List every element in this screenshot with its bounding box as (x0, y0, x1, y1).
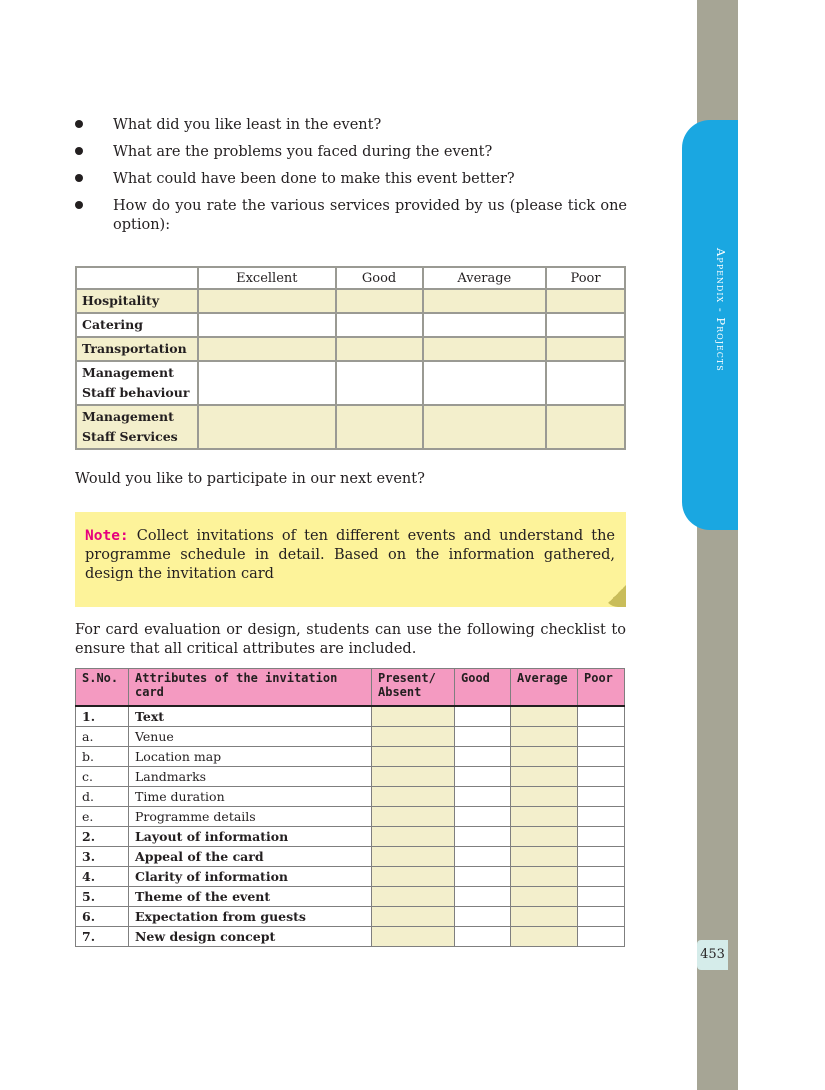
check-cell[interactable] (455, 787, 511, 807)
invitation-checklist-table (75, 668, 625, 947)
table-row (76, 361, 625, 405)
check-cell[interactable] (455, 907, 511, 927)
attribute-cell: Location map (129, 747, 372, 767)
check-cell[interactable] (455, 807, 511, 827)
check-cell[interactable] (455, 827, 511, 847)
list-item: What could have been done to make this event better? (75, 170, 627, 189)
check-cell[interactable] (455, 767, 511, 787)
rating-cell[interactable] (198, 361, 336, 405)
check-cell[interactable] (455, 847, 511, 867)
note-box (75, 512, 626, 607)
check-cell[interactable] (372, 787, 455, 807)
row-label: Catering (76, 313, 198, 337)
row-label: Management Staff Services (76, 405, 198, 449)
sno-cell: 5. (76, 887, 129, 907)
column-header: S.No. (76, 669, 129, 707)
sno-cell: 4. (76, 867, 129, 887)
rating-cell[interactable] (198, 313, 336, 337)
column-header: Excellent (198, 267, 336, 289)
rating-cell[interactable] (546, 289, 625, 313)
check-cell[interactable] (455, 727, 511, 747)
attribute-cell: Landmarks (129, 767, 372, 787)
table-row (76, 767, 625, 787)
rating-cell[interactable] (423, 313, 547, 337)
check-cell[interactable] (455, 706, 511, 727)
table-row (76, 289, 625, 313)
rating-cell[interactable] (336, 405, 423, 449)
attribute-cell: Programme details (129, 807, 372, 827)
table-row (76, 405, 625, 449)
check-cell[interactable] (511, 747, 578, 767)
table-row (76, 706, 625, 727)
rating-cell[interactable] (546, 337, 625, 361)
check-cell[interactable] (372, 767, 455, 787)
check-cell[interactable] (578, 787, 625, 807)
table-row (76, 727, 625, 747)
sno-cell: 1. (76, 706, 129, 727)
check-cell[interactable] (372, 927, 455, 947)
column-header: Present/ Absent (372, 669, 455, 707)
sno-cell: d. (76, 787, 129, 807)
check-cell[interactable] (455, 887, 511, 907)
check-cell[interactable] (372, 807, 455, 827)
list-item: What did you like least in the event? (75, 116, 627, 135)
table-header-row (76, 669, 625, 707)
check-cell[interactable] (372, 887, 455, 907)
bullet-icon (75, 147, 83, 155)
rating-cell[interactable] (423, 289, 547, 313)
rating-cell[interactable] (198, 405, 336, 449)
rating-cell[interactable] (546, 313, 625, 337)
column-header: Poor (578, 669, 625, 707)
check-cell[interactable] (511, 727, 578, 747)
check-cell[interactable] (511, 867, 578, 887)
check-cell[interactable] (372, 907, 455, 927)
list-item: How do you rate the various services provided by us (please tick one option): (75, 197, 627, 235)
rating-cell[interactable] (423, 405, 547, 449)
attribute-cell: Venue (129, 727, 372, 747)
table-row (76, 907, 625, 927)
attribute-cell: Appeal of the card (129, 847, 372, 867)
row-label: Management Staff behaviour (76, 361, 198, 405)
rating-cell[interactable] (336, 289, 423, 313)
sno-cell: e. (76, 807, 129, 827)
service-rating-table (75, 266, 626, 450)
table-row (76, 847, 625, 867)
check-cell[interactable] (578, 706, 625, 727)
rating-cell[interactable] (546, 405, 625, 449)
attribute-cell: New design concept (129, 927, 372, 947)
sno-cell: a. (76, 727, 129, 747)
sno-cell: b. (76, 747, 129, 767)
note-content (85, 527, 615, 584)
check-cell[interactable] (578, 907, 625, 927)
checklist-intro: For card evaluation or design, students can use the following checklist to ensure that all critical attributes are included. (75, 622, 626, 657)
page-number: 453 (697, 940, 728, 970)
check-cell[interactable] (511, 907, 578, 927)
attribute-cell: Expectation from guests (129, 907, 372, 927)
table-row (76, 807, 625, 827)
check-cell[interactable] (511, 847, 578, 867)
sno-cell: 6. (76, 907, 129, 927)
section-tab-label: Appendix - Projects (714, 248, 728, 372)
attribute-cell: Text (129, 706, 372, 727)
attribute-cell: Theme of the event (129, 887, 372, 907)
column-header: Average (423, 267, 547, 289)
check-cell[interactable] (511, 767, 578, 787)
note-text: Collect invitations of ten different events and understand the programme schedule in detail. Based on the information gathered, design the invitation card (85, 528, 616, 582)
attribute-cell: Layout of information (129, 827, 372, 847)
question-list (75, 116, 627, 243)
rating-cell[interactable] (423, 337, 547, 361)
row-label: Transportation (76, 337, 198, 361)
list-item: What are the problems you faced during the event? (75, 143, 627, 162)
sno-cell: 2. (76, 827, 129, 847)
check-cell[interactable] (578, 827, 625, 847)
check-cell[interactable] (578, 867, 625, 887)
table-row (76, 337, 625, 361)
table-row (76, 787, 625, 807)
check-cell[interactable] (578, 887, 625, 907)
sno-cell: c. (76, 767, 129, 787)
check-cell[interactable] (455, 747, 511, 767)
check-cell[interactable] (372, 847, 455, 867)
check-cell[interactable] (511, 927, 578, 947)
bullet-icon (75, 201, 83, 209)
check-cell[interactable] (578, 747, 625, 767)
check-cell[interactable] (372, 827, 455, 847)
rating-cell[interactable] (423, 361, 547, 405)
column-header: Good (336, 267, 423, 289)
check-cell[interactable] (511, 787, 578, 807)
sno-cell: 7. (76, 927, 129, 947)
rating-cell[interactable] (336, 361, 423, 405)
table-row (76, 867, 625, 887)
check-cell[interactable] (511, 827, 578, 847)
attribute-cell: Time duration (129, 787, 372, 807)
table-row (76, 827, 625, 847)
rating-cell[interactable] (198, 289, 336, 313)
check-cell[interactable] (372, 706, 455, 727)
check-cell[interactable] (578, 927, 625, 947)
check-cell[interactable] (511, 706, 578, 727)
table-header-row (76, 267, 625, 289)
check-cell[interactable] (511, 887, 578, 907)
check-cell[interactable] (511, 807, 578, 827)
check-cell[interactable] (372, 867, 455, 887)
participation-question: Would you like to participate in our next event? (75, 471, 425, 487)
column-header: Poor (546, 267, 625, 289)
check-cell[interactable] (455, 867, 511, 887)
check-cell[interactable] (455, 927, 511, 947)
check-cell[interactable] (372, 727, 455, 747)
column-header: Good (455, 669, 511, 707)
table-row (76, 887, 625, 907)
sno-cell: 3. (76, 847, 129, 867)
rating-cell[interactable] (336, 313, 423, 337)
rating-cell[interactable] (546, 361, 625, 405)
check-cell[interactable] (578, 767, 625, 787)
check-cell[interactable] (578, 807, 625, 827)
check-cell[interactable] (578, 727, 625, 747)
note-label: Note: (85, 528, 129, 544)
table-row (76, 927, 625, 947)
bullet-icon (75, 174, 83, 182)
page-curl-icon (604, 585, 626, 607)
row-label: Hospitality (76, 289, 198, 313)
check-cell[interactable] (578, 847, 625, 867)
rating-cell[interactable] (336, 337, 423, 361)
corner-cell (76, 267, 198, 289)
table-row (76, 313, 625, 337)
column-header: Attributes of the invitation card (129, 669, 372, 707)
rating-cell[interactable] (198, 337, 336, 361)
table-row (76, 747, 625, 767)
bullet-icon (75, 120, 83, 128)
attribute-cell: Clarity of information (129, 867, 372, 887)
column-header: Average (511, 669, 578, 707)
check-cell[interactable] (372, 747, 455, 767)
